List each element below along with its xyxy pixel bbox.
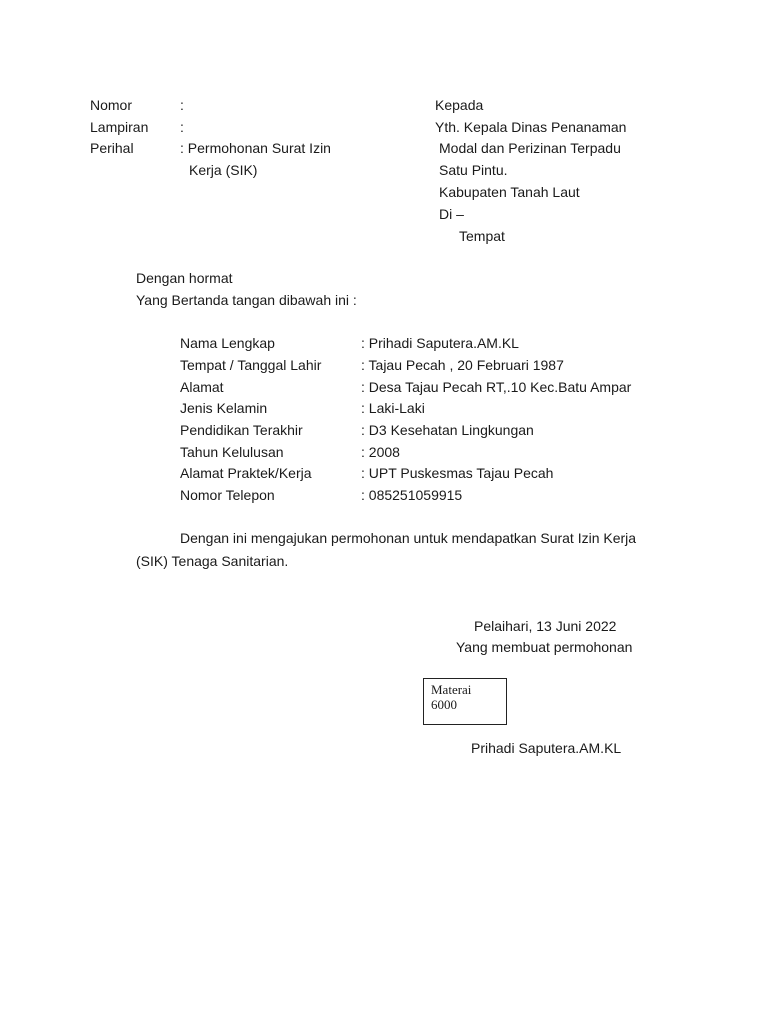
detail-value-alamat: : Desa Tajau Pecah RT,.10 Kec.Batu Ampar <box>361 379 632 395</box>
stamp-line1: Materai <box>431 682 472 697</box>
detail-value-telepon: : 085251059915 <box>361 487 463 503</box>
lampiran-label: Lampiran <box>90 119 149 135</box>
greeting-line2: Yang Bertanda tangan dibawah ini : <box>136 292 357 308</box>
detail-value-ttl: : Tajau Pecah , 20 Februari 1987 <box>361 357 564 373</box>
recipient-line5: Di – <box>439 206 464 222</box>
perihal-value-line2: Kerja (SIK) <box>189 162 258 178</box>
recipient-line2: Modal dan Perizinan Terpadu <box>439 140 621 156</box>
lampiran-colon: : <box>180 119 184 135</box>
detail-label-jenis-kelamin: Jenis Kelamin <box>180 400 268 416</box>
perihal-value-line1: : Permohonan Surat Izin <box>180 140 331 156</box>
detail-label-telepon: Nomor Telepon <box>180 487 275 503</box>
signer-name: Prihadi Saputera.AM.KL <box>471 740 622 756</box>
recipient-line1: Yth. Kepala Dinas Penanaman <box>435 119 627 135</box>
detail-value-tahun-kelulusan: : 2008 <box>361 444 400 460</box>
stamp-line2: 6000 <box>431 697 457 712</box>
detail-label-nama: Nama Lengkap <box>180 335 275 351</box>
perihal-label: Perihal <box>90 140 134 156</box>
body-line2: (SIK) Tenaga Sanitarian. <box>136 553 289 569</box>
detail-value-pendidikan: : D3 Kesehatan Lingkungan <box>361 422 534 438</box>
detail-label-ttl: Tempat / Tanggal Lahir <box>180 357 322 373</box>
detail-value-jenis-kelamin: : Laki-Laki <box>361 400 425 416</box>
maker-label: Yang membuat permohonan <box>456 639 633 655</box>
place-date: Pelaihari, 13 Juni 2022 <box>474 618 617 634</box>
detail-label-alamat: Alamat <box>180 379 224 395</box>
recipient-kepada: Kepada <box>435 97 484 113</box>
detail-value-nama: : Prihadi Saputera.AM.KL <box>361 335 519 351</box>
recipient-line3: Satu Pintu. <box>439 162 508 178</box>
materai-stamp-box <box>423 678 507 725</box>
nomor-label: Nomor <box>90 97 133 113</box>
recipient-line4: Kabupaten Tanah Laut <box>439 184 580 200</box>
greeting-line1: Dengan hormat <box>136 270 233 286</box>
body-line1: Dengan ini mengajukan permohonan untuk mendapatkan Surat Izin Kerja <box>180 530 637 546</box>
detail-value-alamat-praktek: : UPT Puskesmas Tajau Pecah <box>361 465 554 481</box>
detail-label-alamat-praktek: Alamat Praktek/Kerja <box>180 465 312 481</box>
detail-label-tahun-kelulusan: Tahun Kelulusan <box>180 444 284 460</box>
detail-label-pendidikan: Pendidikan Terakhir <box>180 422 303 438</box>
nomor-colon: : <box>180 97 184 113</box>
recipient-line6: Tempat <box>459 228 505 244</box>
